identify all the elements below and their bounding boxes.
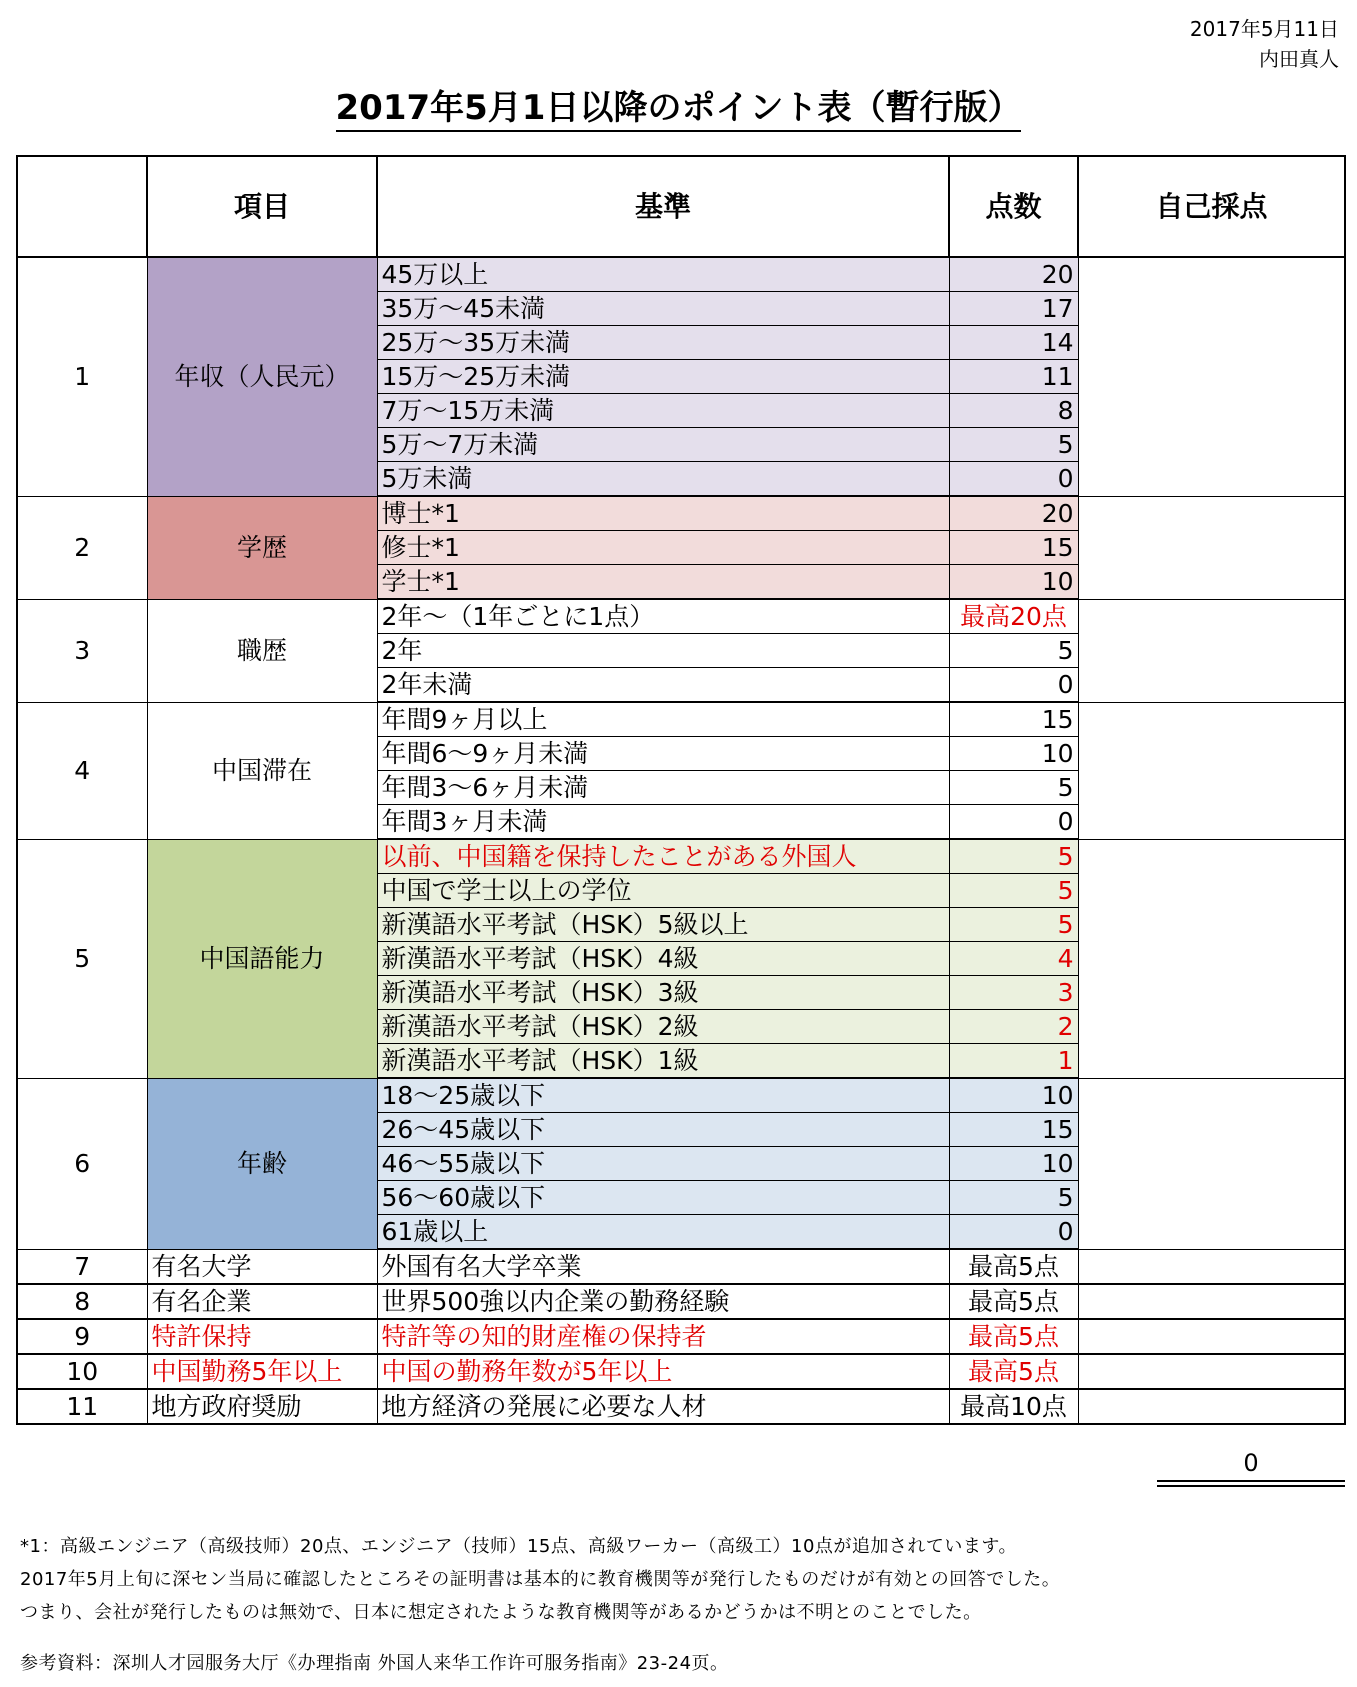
self-score-cell[interactable]	[1078, 599, 1345, 702]
points-cell: 最高5点	[949, 1284, 1078, 1319]
row-number: 4	[17, 702, 147, 839]
points-cell: 10	[949, 565, 1078, 600]
criteria-cell: 18～25歳以下	[377, 1078, 949, 1113]
document-author: 内田真人	[1259, 47, 1339, 71]
points-cell: 最高20点	[949, 599, 1078, 634]
self-score-cell[interactable]	[1078, 257, 1345, 496]
table-row	[17, 702, 1345, 737]
criteria-cell: 15万～25万未満	[377, 360, 949, 394]
category-china-stay: 中国滞在	[147, 702, 377, 839]
points-cell: 15	[949, 531, 1078, 565]
points-cell: 最高10点	[949, 1389, 1078, 1424]
points-cell: 0	[949, 805, 1078, 840]
points-cell: 5	[949, 908, 1078, 942]
criteria-cell: 7万～15万未満	[377, 394, 949, 428]
category-work-history: 職歴	[147, 599, 377, 702]
points-cell: 最高5点	[949, 1249, 1078, 1284]
self-score-cell[interactable]	[1078, 1389, 1345, 1424]
criteria-cell: 61歳以上	[377, 1215, 949, 1250]
header-criteria: 基準	[377, 156, 949, 257]
points-cell: 0	[949, 668, 1078, 703]
criteria-cell: 26～45歳以下	[377, 1113, 949, 1147]
total-score: 0	[1243, 1449, 1259, 1477]
reference-note: 参考資料：深圳人才园服务大厅《办理指南 外国人来华工作许可服务指南》23-24页。	[20, 1653, 729, 1674]
table-row	[17, 1249, 1345, 1284]
page-title	[0, 80, 1357, 129]
header-no	[17, 156, 147, 257]
page-title-text: 2017年5月1日以降のポイント表（暫行版）	[336, 88, 1022, 132]
row-number: 8	[17, 1284, 147, 1319]
header-self-score: 自己採点	[1078, 156, 1345, 257]
points-cell: 1	[949, 1044, 1078, 1079]
document-header	[1190, 14, 1339, 74]
criteria-cell: 世界500強以内企業の勤務経験	[377, 1284, 949, 1319]
points-cell: 0	[949, 462, 1078, 497]
criteria-cell: 外国有名大学卒業	[377, 1249, 949, 1284]
table-row	[17, 257, 1345, 292]
criteria-cell: 特許等の知的財産権の保持者	[377, 1319, 949, 1354]
note-line: *1：高級エンジニア（高级技师）20点、エンジニア（技师）15点、高級ワーカー（高级工）10点が追加されています。	[20, 1536, 1017, 1557]
row-number: 5	[17, 839, 147, 1078]
criteria-cell: 地方経済の発展に必要な人材	[377, 1389, 949, 1424]
points-cell: 0	[949, 1215, 1078, 1250]
points-cell: 5	[949, 428, 1078, 462]
criteria-cell: 年間3ヶ月未満	[377, 805, 949, 840]
points-cell: 5	[949, 1181, 1078, 1215]
self-score-cell[interactable]	[1078, 1249, 1345, 1284]
criteria-cell: 年間9ヶ月以上	[377, 702, 949, 737]
note-line: 2017年5月上旬に深セン当局に確認したところその証明書は基本的に教育機関等が発行したものだけが有効との回答でした。	[20, 1569, 1061, 1590]
row-number: 1	[17, 257, 147, 496]
criteria-cell: 中国の勤務年数が5年以上	[377, 1354, 949, 1389]
row-number: 3	[17, 599, 147, 702]
points-cell: 最高5点	[949, 1319, 1078, 1354]
points-table	[16, 155, 1346, 1425]
header-item: 項目	[147, 156, 377, 257]
category-local-government: 地方政府奨励	[147, 1389, 377, 1424]
table-row	[17, 1319, 1345, 1354]
category-china-work: 中国勤務5年以上	[147, 1354, 377, 1389]
self-score-cell[interactable]	[1078, 1078, 1345, 1249]
table-row	[17, 1078, 1345, 1113]
criteria-cell: 博士*1	[377, 496, 949, 531]
criteria-cell: 5万未満	[377, 462, 949, 497]
row-number: 11	[17, 1389, 147, 1424]
self-score-cell[interactable]	[1078, 702, 1345, 839]
self-score-cell[interactable]	[1078, 1319, 1345, 1354]
points-cell: 20	[949, 257, 1078, 292]
criteria-cell: 以前、中国籍を保持したことがある外国人	[377, 839, 949, 874]
criteria-cell: 25万～35万未満	[377, 326, 949, 360]
criteria-cell: 2年	[377, 634, 949, 668]
criteria-cell: 5万～7万未満	[377, 428, 949, 462]
criteria-cell: 新漢語水平考試（HSK）2級	[377, 1010, 949, 1044]
points-cell: 5	[949, 839, 1078, 874]
criteria-cell: 中国で学士以上の学位	[377, 874, 949, 908]
notes	[20, 1530, 1060, 1629]
criteria-cell: 56～60歳以下	[377, 1181, 949, 1215]
criteria-cell: 新漢語水平考試（HSK）3級	[377, 976, 949, 1010]
table-row	[17, 1389, 1345, 1424]
criteria-cell: 新漢語水平考試（HSK）4級	[377, 942, 949, 976]
self-score-cell[interactable]	[1078, 1354, 1345, 1389]
document-date: 2017年5月11日	[1189, 17, 1339, 41]
points-cell: 15	[949, 702, 1078, 737]
category-education: 学歴	[147, 496, 377, 599]
points-cell: 11	[949, 360, 1078, 394]
points-cell: 17	[949, 292, 1078, 326]
points-cell: 5	[949, 771, 1078, 805]
row-number: 7	[17, 1249, 147, 1284]
row-number: 6	[17, 1078, 147, 1249]
category-famous-university: 有名大学	[147, 1249, 377, 1284]
row-number: 2	[17, 496, 147, 599]
row-number: 10	[17, 1354, 147, 1389]
category-chinese-ability: 中国語能力	[147, 839, 377, 1078]
self-score-cell[interactable]	[1078, 496, 1345, 599]
criteria-cell: 46～55歳以下	[377, 1147, 949, 1181]
header-points: 点数	[949, 156, 1078, 257]
category-famous-company: 有名企業	[147, 1284, 377, 1319]
criteria-cell: 2年～（1年ごとに1点）	[377, 599, 949, 634]
points-cell: 最高5点	[949, 1354, 1078, 1389]
total-underline	[1157, 1480, 1345, 1482]
self-score-cell[interactable]	[1078, 1284, 1345, 1319]
row-number: 9	[17, 1319, 147, 1354]
table-row	[17, 1354, 1345, 1389]
table-row	[17, 496, 1345, 531]
criteria-cell: 新漢語水平考試（HSK）1級	[377, 1044, 949, 1079]
criteria-cell: 45万以上	[377, 257, 949, 292]
category-age: 年齢	[147, 1078, 377, 1249]
self-score-cell[interactable]	[1078, 839, 1345, 1078]
category-income: 年収（人民元）	[147, 257, 377, 496]
total-double-underline	[1157, 1485, 1345, 1487]
points-cell: 5	[949, 874, 1078, 908]
points-cell: 15	[949, 1113, 1078, 1147]
note-line: つまり、会社が発行したものは無効で、日本に想定されたような教育機関等があるかどうかは不明とのことでした。	[20, 1602, 982, 1623]
points-cell: 2	[949, 1010, 1078, 1044]
criteria-cell: 新漢語水平考試（HSK）5級以上	[377, 908, 949, 942]
points-cell: 14	[949, 326, 1078, 360]
criteria-cell: 修士*1	[377, 531, 949, 565]
table-row	[17, 1284, 1345, 1319]
criteria-cell: 年間6～9ヶ月未満	[377, 737, 949, 771]
criteria-cell: 2年未満	[377, 668, 949, 703]
table-row	[17, 599, 1345, 634]
points-cell: 8	[949, 394, 1078, 428]
points-cell: 10	[949, 737, 1078, 771]
points-cell: 3	[949, 976, 1078, 1010]
points-cell: 10	[949, 1078, 1078, 1113]
criteria-cell: 年間3～6ヶ月未満	[377, 771, 949, 805]
points-cell: 20	[949, 496, 1078, 531]
criteria-cell: 学士*1	[377, 565, 949, 600]
table-header-row	[17, 156, 1345, 257]
category-patent: 特許保持	[147, 1319, 377, 1354]
criteria-cell: 35万～45未満	[377, 292, 949, 326]
points-cell: 4	[949, 942, 1078, 976]
points-cell: 10	[949, 1147, 1078, 1181]
points-cell: 5	[949, 634, 1078, 668]
table-row	[17, 839, 1345, 874]
